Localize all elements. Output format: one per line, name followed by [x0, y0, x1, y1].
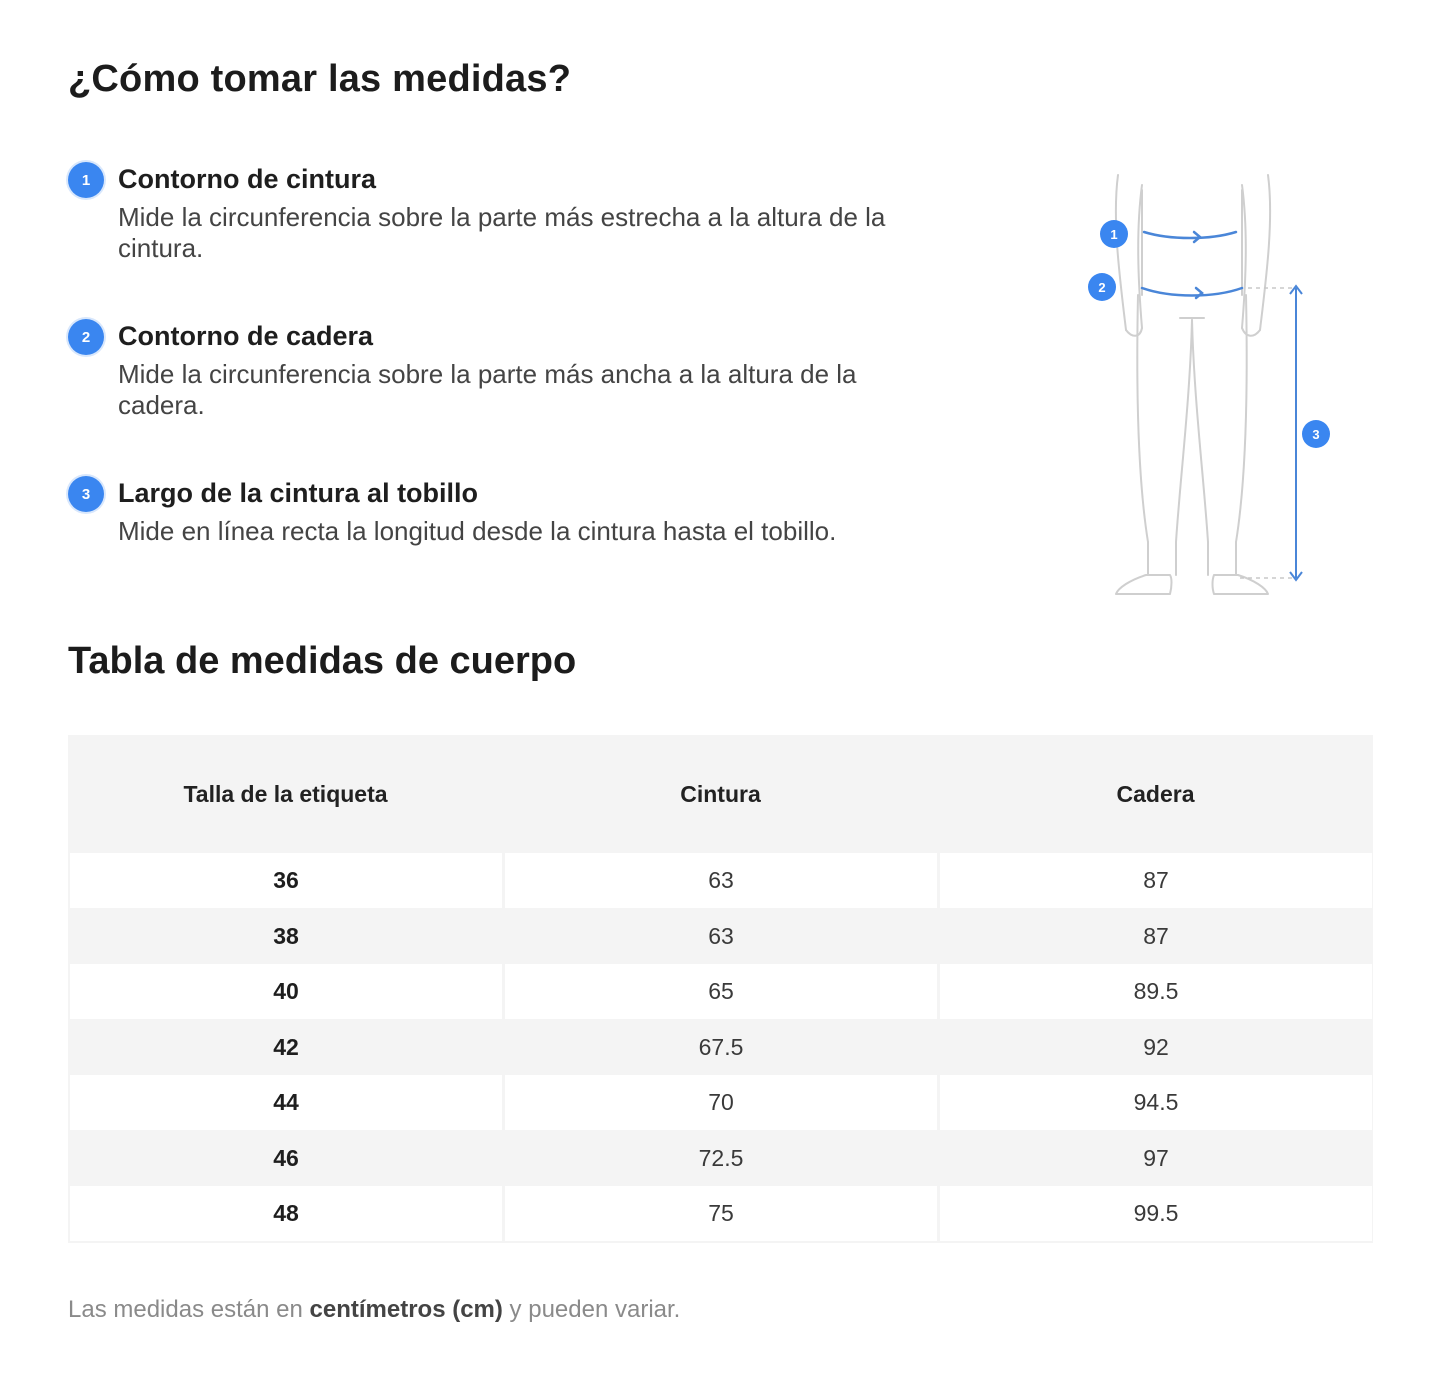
- marker-label: 2: [1098, 280, 1106, 295]
- marker-2-icon: [1088, 273, 1116, 301]
- step-title: Contorno de cadera: [118, 321, 374, 351]
- cell-waist: 70: [505, 1075, 937, 1130]
- howto-title: ¿Cómo tomar las medidas?: [68, 58, 572, 100]
- cell-hip: 92: [940, 1020, 1372, 1075]
- footnote-text-end: y pueden variar.: [502, 1296, 681, 1323]
- table-row: [68, 1186, 1373, 1241]
- table-row: [68, 853, 1373, 908]
- cell-hip: 89.5: [940, 964, 1372, 1019]
- cell-hip: 87: [940, 909, 1372, 964]
- table-row: [68, 1131, 1373, 1186]
- footnote-units: centímetros (cm): [309, 1296, 503, 1323]
- table-row: [68, 909, 1373, 964]
- step-title: Contorno de cintura: [118, 164, 376, 194]
- cell-size: 48: [70, 1186, 502, 1241]
- cell-waist: 72.5: [505, 1131, 937, 1186]
- cell-size: 44: [70, 1075, 502, 1130]
- cell-waist: 67.5: [505, 1020, 937, 1075]
- cell-waist: 63: [505, 853, 937, 908]
- step-number-badge: 2: [68, 319, 104, 355]
- step-description: Mide la circunferencia sobre la parte más ancha a la altura de la cadera.: [118, 359, 857, 420]
- cell-size: 36: [70, 853, 502, 908]
- cell-hip: 87: [940, 853, 1372, 908]
- cell-size: 40: [70, 964, 502, 1019]
- table-row: [68, 964, 1373, 1019]
- cell-waist: 63: [505, 909, 937, 964]
- step-title: Largo de la cintura al tobillo: [118, 478, 479, 508]
- marker-label: 3: [1312, 427, 1320, 442]
- body-measurement-illustration: [1080, 160, 1340, 610]
- cell-size: 46: [70, 1131, 502, 1186]
- marker-1-icon: [1100, 220, 1128, 248]
- table-row: [68, 1020, 1373, 1075]
- cell-size: 42: [70, 1020, 502, 1075]
- marker-label: 1: [1110, 227, 1118, 242]
- step-number-badge: 1: [68, 162, 104, 198]
- header-waist: Cintura: [680, 780, 761, 807]
- header-size: Talla de la etiqueta: [183, 780, 388, 807]
- cell-waist: 75: [505, 1186, 937, 1241]
- size-table-title: Tabla de medidas de cuerpo: [68, 640, 577, 682]
- cell-size: 38: [70, 909, 502, 964]
- step-number-badge: 3: [68, 476, 104, 512]
- footnote-text: Las medidas están en: [68, 1296, 310, 1323]
- step-description: Mide en línea recta la longitud desde la cintura hasta el tobillo.: [118, 516, 837, 546]
- units-footnote: [68, 1296, 680, 1324]
- table-row: [68, 1075, 1373, 1130]
- cell-waist: 65: [505, 964, 937, 1019]
- size-table: [68, 735, 1373, 1243]
- cell-hip: 99.5: [940, 1186, 1372, 1241]
- marker-3-icon: [1302, 420, 1330, 448]
- step-description: Mide la circunferencia sobre la parte más estrecha a la altura de la cintura.: [118, 202, 886, 263]
- cell-hip: 94.5: [940, 1075, 1372, 1130]
- cell-hip: 97: [940, 1131, 1372, 1186]
- header-hip: Cadera: [1116, 780, 1195, 807]
- table-header: [68, 735, 1373, 853]
